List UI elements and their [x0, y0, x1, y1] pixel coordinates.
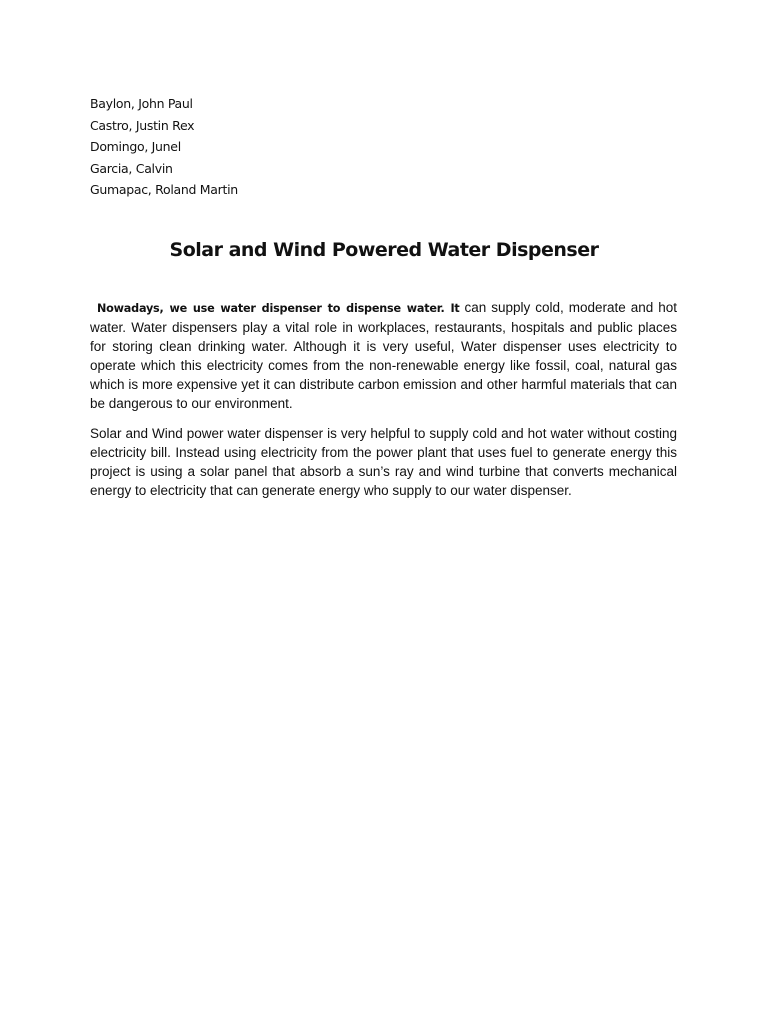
author-name: Castro, Justin Rex — [90, 117, 195, 133]
document-title: Solar and Wind Powered Water Dispenser — [169, 239, 599, 261]
author-name: Baylon, John Paul — [90, 96, 193, 111]
paragraph-intro — [90, 299, 677, 413]
author-name: Gumapac, Roland Martin — [90, 182, 238, 198]
paragraph-intro-rest: can supply cold, moderate and hot water. Water dispensers play a vital role in workplaces, restaurants, hospitals and public places for storing clean drinking water. Although it is very useful, Water dispenser uses electricity to operate which this electricity comes from the non-renewable energy like fossil, coal, natural gas which is more expensive yet it can distribute carbon emission and other harmful materials that can be dangerous to our environment. — [90, 300, 677, 411]
author-name: Domingo, Junel — [90, 139, 181, 155]
author-name: Garcia, Calvin — [90, 160, 173, 176]
author-list — [90, 93, 238, 201]
paragraph-description: Solar and Wind power water dispenser is very helpful to supply cold and hot water without costing electricity bill. Instead using electricity from the power plant that uses fuel to generate energy this project is using a solar panel that absorb a sun’s ray and wind turbine that converts mechanical energy to electricity that can generate energy who supply to our water dispenser. — [90, 426, 677, 498]
paragraph-intro-lead: Nowadays, we use water dispenser to dispense water. It — [97, 302, 460, 315]
